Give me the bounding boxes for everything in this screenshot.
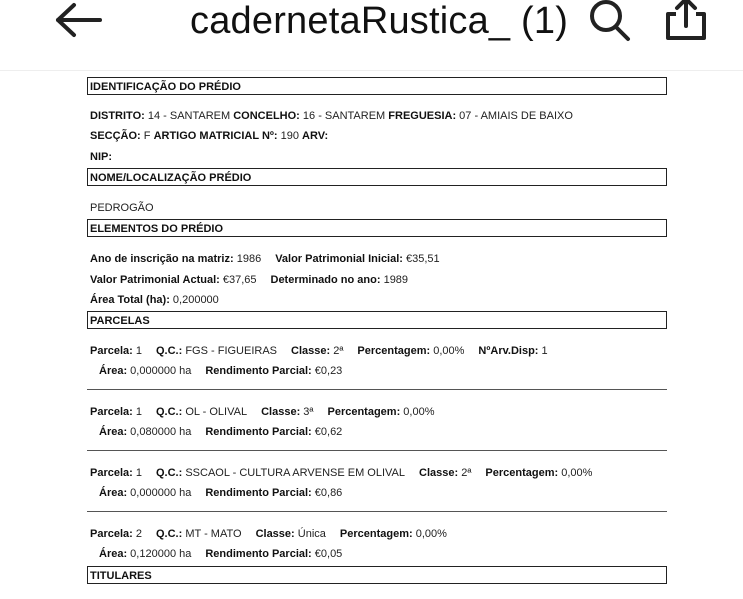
distrito-value: 14 - SANTAREM [144,110,234,122]
classe-value: 2ª [458,467,472,479]
classe-value: 3ª [300,406,314,418]
qc-value: MT - MATO [182,528,242,540]
identificacao-line-2 [90,129,328,143]
vpa-value: €37,65 [219,274,257,286]
area-label: Área: [99,426,128,438]
parcela-label: Parcela: [90,345,133,357]
parcela-divider [87,450,667,451]
parcela-detail-2 [99,425,342,439]
narv-label: NºArv.Disp: [478,345,539,357]
parcela-row-2 [90,405,435,419]
section-nome: NOME/LOCALIZAÇÃO PRÉDIO [87,168,667,186]
parcela-divider [87,511,667,512]
classe-value: Única [294,528,326,540]
section-titulares: TITULARES [87,566,667,584]
parcela-row-3 [90,466,592,480]
parcela-number: 1 [132,406,142,418]
percentagem-label: Percentagem: [357,345,431,357]
rendimento-label: Rendimento Parcial: [205,365,312,377]
nip-label: NIP: [90,151,112,163]
rendimento-label: Rendimento Parcial: [205,548,312,560]
artigo-value: 190 [277,130,303,142]
parcela-number: 2 [132,528,142,540]
seccao-label: SECÇÃO: [90,130,141,142]
seccao-value: F [140,130,154,142]
document-title: cadernetaRustica_ (1) [190,0,569,42]
elementos-line-2 [90,273,408,287]
vpa-label: Valor Patrimonial Actual: [90,274,220,286]
identificacao-line-3 [90,150,112,164]
area-total-label: Área Total (ha): [90,294,170,306]
qc-label: Q.C.: [156,528,183,540]
ano-value: 1986 [233,253,262,265]
parcela-row-1 [90,344,548,358]
parcela-divider [87,389,667,390]
freguesia-value: 07 - AMIAIS DE BAIXO [456,110,573,122]
document-page [0,71,743,599]
arv-label: ARV: [302,130,329,142]
elementos-line-3 [90,293,219,307]
det-value: 1989 [380,274,409,286]
search-icon[interactable] [586,0,632,42]
percentagem-label: Percentagem: [485,467,559,479]
parcela-detail-4 [99,547,342,561]
parcela-detail-1 [99,364,342,378]
section-elementos: ELEMENTOS DO PRÉDIO [87,219,667,237]
rendimento-label: Rendimento Parcial: [205,426,312,438]
rendimento-value: €0,23 [311,365,343,377]
qc-value: FGS - FIGUEIRAS [182,345,278,357]
section-identificacao: IDENTIFICAÇÃO DO PRÉDIO [87,77,667,95]
qc-value: OL - OLIVAL [182,406,248,418]
percentagem-value: 0,00% [430,345,465,357]
vpi-label: Valor Patrimonial Inicial: [275,253,403,265]
qc-label: Q.C.: [156,406,183,418]
classe-label: Classe: [261,406,301,418]
parcela-label: Parcela: [90,406,133,418]
area-value: 0,000000 ha [127,487,192,499]
vpi-value: €35,51 [402,253,440,265]
app-bar [0,0,743,70]
area-value: 0,080000 ha [127,426,192,438]
percentagem-label: Percentagem: [339,528,413,540]
parcela-label: Parcela: [90,467,133,479]
rendimento-label: Rendimento Parcial: [205,487,312,499]
area-label: Área: [99,487,128,499]
area-total-value: 0,200000 [169,294,219,306]
arrow-left-icon[interactable] [52,2,104,38]
qc-value: SSCAOL - CULTURA ARVENSE EM OLIVAL [182,467,405,479]
percentagem-label: Percentagem: [327,406,401,418]
elementos-line-1 [90,252,440,266]
det-label: Determinado no ano: [270,274,381,286]
ano-label: Ano de inscrição na matriz: [90,253,234,265]
rendimento-value: €0,86 [311,487,343,499]
concelho-value: 16 - SANTAREM [299,110,389,122]
classe-label: Classe: [291,345,331,357]
area-value: 0,000000 ha [127,365,192,377]
narv-value: 1 [538,345,548,357]
qc-label: Q.C.: [156,467,183,479]
area-label: Área: [99,548,128,560]
nome-value: PEDROGÃO [90,202,154,214]
area-value: 0,120000 ha [127,548,192,560]
parcela-number: 1 [132,345,142,357]
classe-label: Classe: [419,467,459,479]
parcela-label: Parcela: [90,528,133,540]
classe-label: Classe: [255,528,295,540]
concelho-label: CONCELHO: [233,110,300,122]
identificacao-line-1 [90,109,573,123]
freguesia-label: FREGUESIA: [388,110,457,122]
parcela-detail-3 [99,486,342,500]
distrito-label: DISTRITO: [90,110,145,122]
area-label: Área: [99,365,128,377]
percentagem-value: 0,00% [400,406,435,418]
parcela-number: 1 [132,467,142,479]
percentagem-value: 0,00% [558,467,593,479]
classe-value: 2ª [330,345,344,357]
qc-label: Q.C.: [156,345,183,357]
share-icon[interactable] [664,0,708,42]
parcela-row-4 [90,527,447,541]
percentagem-value: 0,00% [412,528,447,540]
rendimento-value: €0,05 [311,548,343,560]
section-parcelas: PARCELAS [87,311,667,329]
rendimento-value: €0,62 [311,426,343,438]
artigo-label: ARTIGO MATRICIAL Nº: [153,130,278,142]
